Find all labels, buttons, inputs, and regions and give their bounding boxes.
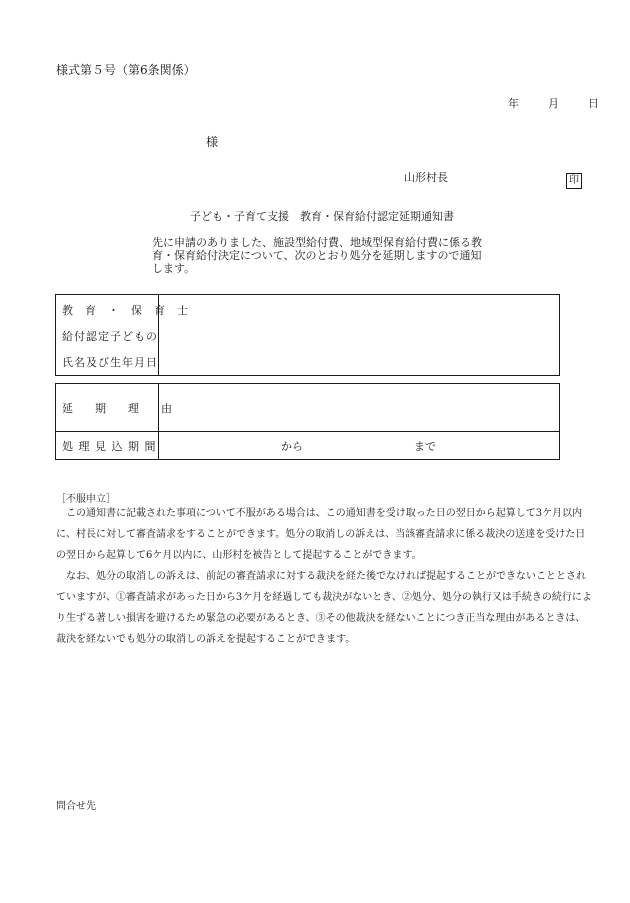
seal-stamp bbox=[566, 168, 582, 189]
intro-text bbox=[152, 236, 482, 275]
child-info-label-line-1: 教 育 ・ 保 育 士 bbox=[62, 304, 189, 317]
intro-line-3: します。 bbox=[152, 262, 196, 275]
contact-label: 問合せ先 bbox=[56, 801, 96, 812]
postponement-table bbox=[55, 383, 560, 460]
objection-heading: ［不服申立］ bbox=[56, 494, 116, 505]
period-until-text: まで bbox=[414, 440, 436, 453]
form-number: 様式第５号（第6条関係） bbox=[56, 63, 196, 77]
objection-paragraph-1: この通知書に記載された事項について不服がある場合は、この通知書を受け取った日の翌日から起算して3ケ月以内に、村長に対して審査請求をすることができます。処分の取消しの訴えは、当該審査請求に係る裁決の送達を受けた日の翌日から起算して6ケ月以内に、山形村を被告として提起することができます。 bbox=[56, 508, 586, 561]
date-day: 日 bbox=[588, 97, 599, 110]
date-row bbox=[508, 96, 599, 111]
recipient-suffix: 様 bbox=[206, 135, 219, 149]
intro-line-1: 先に申請のありました、施設型給付費、地域型保育給付費に係る教 bbox=[152, 236, 482, 249]
date-year: 年 bbox=[508, 97, 519, 110]
intro-line-2: 育・保育給付決定について、次のとおり処分を延期しますので通知 bbox=[152, 249, 482, 262]
period-from-text: から bbox=[281, 440, 303, 453]
seal-char: 印 bbox=[566, 173, 582, 189]
date-month: 月 bbox=[548, 97, 559, 110]
child-info-label-line-2: 給付認定子どもの bbox=[62, 330, 158, 343]
processing-period-label: 処 理 見 込 期 間 bbox=[62, 440, 157, 453]
objection-body bbox=[56, 503, 592, 650]
child-info-label-line-3: 氏名及び生年月日 bbox=[62, 356, 158, 369]
issuer-name: 山形村長 bbox=[404, 171, 448, 184]
document-title: 子ども・子育て支援 教育・保育給付認定延期通知書 bbox=[190, 210, 454, 223]
postponement-reason-label: 延 期 理 由 bbox=[62, 402, 172, 415]
objection-paragraph-2: なお、処分の取消しの訴えは、前記の審査請求に対する裁決を経た後でなければ提起することができないこととされていますが、①審査請求があった日から3ケ月を経過しても裁決がないとき、②処分、処分の執行又は手続きの続行により生ずる著しい損害を避けるため緊急の必要があるとき、③その他裁決を経ないことにつき正当な理由があるときは、裁決を経ないでも処分の取消しの訴えを提起することができます。 bbox=[56, 571, 592, 645]
child-info-table bbox=[55, 294, 560, 376]
